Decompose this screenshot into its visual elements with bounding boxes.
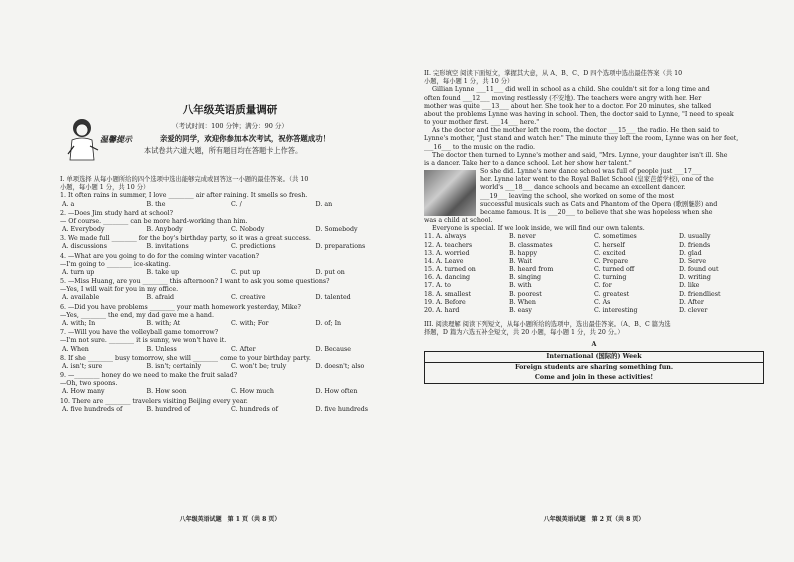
passage-line: Gillian Lynne ___11___ did well in school as a child. She couldn't sit for a long time and bbox=[432, 86, 710, 94]
answer-option: 17. A. to bbox=[424, 282, 451, 290]
answer-option: B. classmates bbox=[509, 241, 553, 249]
answer-row bbox=[424, 233, 764, 241]
question-reply: —I'm going to ________ ice-skating. bbox=[60, 260, 171, 268]
question-reply: —Oh, two spoons. bbox=[60, 380, 118, 388]
option-row bbox=[62, 346, 400, 354]
answer-option: 13. A. worried bbox=[424, 249, 470, 257]
answer-option: D. After bbox=[679, 298, 704, 306]
dancer-photo bbox=[424, 170, 476, 216]
answer-option: D. found out bbox=[679, 266, 719, 274]
question-stem: 3. We made full ________ for the boy's birthday party, so it was a great success. bbox=[60, 235, 311, 243]
option-row bbox=[62, 294, 400, 302]
passage-a-label: A bbox=[591, 340, 597, 348]
answer-row bbox=[424, 266, 764, 274]
section-3-heading-cont: 择题，D 篇为六选五补全短文，共 20 小题，每小题 1 分，共 20 分。） bbox=[424, 329, 624, 337]
option-row bbox=[62, 201, 400, 209]
option: D. put on bbox=[315, 268, 345, 276]
option: D. Because bbox=[315, 345, 351, 353]
option: C. put up bbox=[231, 268, 261, 276]
answer-row bbox=[424, 258, 764, 266]
option: A. How many bbox=[62, 388, 105, 396]
answer-option: D. writing bbox=[679, 274, 711, 282]
answer-row bbox=[424, 291, 764, 299]
section-heading-cont: 小题，每小题 1 分，共 10 分） bbox=[424, 78, 514, 86]
passage-closing: Everyone is special. If we look inside, we will find our own talents. bbox=[432, 225, 645, 233]
passage-line: was a child at school. bbox=[424, 217, 493, 225]
option: D. talented bbox=[315, 294, 351, 302]
option-row bbox=[62, 388, 400, 396]
answer-option: 12. A. teachers bbox=[424, 241, 473, 249]
passage-line: Lynne's mother, "Just stand and watch her." The minute they left the room, Lynne was on her feet, bbox=[424, 135, 739, 143]
option: D. preparations bbox=[315, 243, 366, 251]
answer-option: 18. A. smallest bbox=[424, 290, 472, 298]
cloze-passage bbox=[424, 86, 764, 168]
answer-option: C. greatest bbox=[594, 290, 630, 298]
notice-box bbox=[424, 351, 764, 385]
answer-row bbox=[424, 282, 764, 290]
exam-title: 八年级英语质量调研 bbox=[182, 104, 278, 116]
option: B. How soon bbox=[146, 388, 187, 396]
section-3-heading: III. 阅读理解 阅读下列短文，从每小题所给的选项中，选出最佳答案。（A、B、C 篇为选 bbox=[424, 321, 671, 329]
passage-line: successful musicals such as Cats and Phantom of the Opera (歌剧魅影) and bbox=[480, 200, 718, 208]
page-footer: 八年级英语试题 第 1 页（共 8 页） bbox=[179, 516, 281, 524]
answer-option: C. Prepare bbox=[594, 257, 629, 265]
option: D. How often bbox=[315, 388, 358, 396]
question-stem: 7. —Will you have the volleyball game tomorrow? bbox=[60, 329, 219, 337]
question-reply: —Yes, I will wait for you in my office. bbox=[60, 286, 179, 294]
answer-row bbox=[424, 242, 764, 250]
passage-line: The doctor then turned to Lynne's mother and said, "Mrs. Lynne, your daughter isn't ill. She bbox=[432, 151, 728, 159]
option: C. / bbox=[231, 200, 242, 208]
answer-option: B. with bbox=[509, 282, 532, 290]
answer-option: B. singing bbox=[509, 274, 542, 282]
option: C. won't be; truly bbox=[231, 362, 287, 370]
option: A. available bbox=[62, 294, 100, 302]
answer-option: D. like bbox=[679, 282, 700, 290]
option: A. When bbox=[62, 345, 89, 353]
option: C. How much bbox=[231, 388, 274, 396]
option: D. an bbox=[315, 200, 333, 208]
passage-line: to your mother first. ___14___ here." bbox=[424, 119, 540, 127]
answer-row bbox=[424, 299, 764, 307]
option: B. Anybody bbox=[146, 226, 183, 234]
notice-title: International (国际的) Week bbox=[425, 352, 763, 363]
option: A. isn't; sure bbox=[62, 362, 103, 370]
option: B. hundred of bbox=[146, 405, 191, 413]
answer-option: B. happy bbox=[509, 249, 538, 257]
option: D. Somebody bbox=[315, 226, 358, 234]
passage-line: is a dancer. Take her to a dance school. Let her show her talent." bbox=[424, 159, 632, 167]
passage-line: So she did. Lynne's new dance school was full of people just ___17___ bbox=[480, 168, 702, 176]
answer-option: B. When bbox=[509, 298, 536, 306]
question-stem: 1. It often rains in summer, I love ________ air after raining. It smells so fresh. bbox=[60, 192, 308, 200]
option: B. Unless bbox=[146, 345, 177, 353]
passage-line: became famous. It is ___20___ to believe that she was hopeless when she bbox=[480, 208, 713, 216]
exam-info: （考试时间：100 分钟；满分：90 分） bbox=[172, 121, 288, 130]
section-heading-cont: 小题，每小题 1 分，共 10 分） bbox=[60, 184, 150, 192]
answer-option: 19. A. Before bbox=[424, 298, 466, 306]
passage-line: about the problems Lynne was having in school. Then, the doctor said to Lynne, "I need to speak bbox=[424, 110, 734, 118]
option: C. After bbox=[231, 345, 256, 353]
question-stem: 6. —Did you have problems ________ your math homework yesterday, Mike? bbox=[60, 303, 301, 311]
answer-option: D. usually bbox=[679, 233, 711, 241]
section-1 bbox=[60, 176, 400, 414]
passage-with-photo bbox=[424, 168, 764, 217]
answer-option: C. interesting bbox=[594, 306, 638, 314]
question-stem: 2. —Does Jim study hard at school? bbox=[60, 209, 173, 217]
question-stem: 5. —Miss Huang, are you ________ this afternoon? I want to ask you some questions? bbox=[60, 278, 330, 286]
option-row bbox=[62, 226, 400, 234]
question-stem: 8. If she ________ busy tomorrow, she will ________ come to your birthday party. bbox=[60, 354, 311, 362]
question-reply: —I'm not sure. ________ it is sunny, we won't have it. bbox=[60, 337, 227, 345]
answer-option: D. friends bbox=[679, 241, 711, 249]
option: B. the bbox=[146, 200, 166, 208]
question-list bbox=[60, 192, 400, 413]
option: C. with; For bbox=[231, 320, 269, 327]
greeting-subtext: 本试卷共六道大题，所有题目均在答题卡上作答。 bbox=[144, 146, 303, 156]
option: D. five hundreds bbox=[315, 405, 369, 413]
option-row bbox=[62, 320, 400, 328]
answer-option: C. excited bbox=[594, 249, 626, 257]
answer-option: C. turning bbox=[594, 274, 627, 282]
answer-option: C. As bbox=[594, 298, 611, 306]
answer-row bbox=[424, 274, 764, 282]
option: C. predictions bbox=[231, 243, 276, 251]
question-stem: 10. There are ________ travelers visiting Beijing every year. bbox=[60, 397, 248, 405]
option: A. turn up bbox=[62, 268, 95, 276]
page-2 bbox=[424, 70, 764, 524]
answer-option: B. heard from bbox=[509, 266, 554, 274]
option-row bbox=[62, 406, 400, 414]
greeting bbox=[60, 132, 400, 172]
answer-option: C. herself bbox=[594, 241, 625, 249]
option-row bbox=[62, 363, 400, 371]
answer-option: D. Serve bbox=[679, 257, 707, 265]
option: B. take up bbox=[146, 268, 180, 276]
passage-line: her. Lynne later went to the Royal Ballet School (皇家芭蕾学校), one of the bbox=[480, 176, 714, 184]
answer-row bbox=[424, 307, 764, 315]
notice-line: Foreign students are sharing something fun. bbox=[514, 363, 674, 371]
answer-option: B. easy bbox=[509, 306, 532, 314]
student-cartoon-icon bbox=[64, 116, 104, 166]
question-reply: —Yes, ________ the end, my dad gave me a hand. bbox=[60, 311, 214, 319]
greeting-text: 亲爱的同学，欢迎你参加本次考试，祝你答题成功！ bbox=[160, 134, 330, 144]
passage-line: As the doctor and the mother left the room, the doctor ___15___ the radio. He then said to bbox=[432, 127, 720, 135]
passage-line: mother was quite ___13___ about her. She took her to a doctor. For 20 minutes, she talked bbox=[424, 102, 712, 110]
answer-option: D. glad bbox=[679, 249, 702, 257]
photo-paragraph bbox=[480, 168, 717, 217]
answer-option: B. never bbox=[509, 233, 536, 241]
answer-option: 11. A. always bbox=[424, 233, 467, 241]
option: A. Everybody bbox=[62, 226, 105, 234]
option: C. creative bbox=[231, 294, 266, 302]
answer-option: C. for bbox=[594, 282, 612, 290]
passage-line: world's ___18___ dance schools and became an excellent dancer. bbox=[480, 184, 686, 192]
option: A. a bbox=[62, 200, 75, 208]
answer-option: 20. A. hard bbox=[424, 306, 460, 314]
greeting-label: 温馨提示 bbox=[100, 134, 132, 145]
option: C. hundreds of bbox=[231, 405, 278, 413]
answer-option: B. Wait bbox=[509, 257, 532, 265]
passage-line: often found ___12___ moving restlessly (不安地). The teachers were angry with her. Her bbox=[424, 94, 702, 102]
answer-options bbox=[424, 233, 764, 315]
answer-option: C. sometimes bbox=[594, 233, 637, 241]
option: C. Nobody bbox=[231, 226, 265, 234]
page-footer: 八年级英语试题 第 2 页（共 8 页） bbox=[543, 516, 645, 524]
passage-line: ___16___ to the music on the radio. bbox=[424, 143, 535, 151]
page-1 bbox=[60, 70, 400, 524]
passage-line: ___19___ leaving the school, she worked on some of the most bbox=[480, 192, 675, 200]
question-stem: 9. —________ honey do we need to make the fruit salad? bbox=[60, 372, 238, 380]
answer-option: D. friendliest bbox=[679, 290, 721, 298]
answer-option: 16. A. dancing bbox=[424, 274, 471, 282]
section-heading: I. 单项选择 从每小题所给的四个选项中选出能够完成或回答这一小题的最佳答案。（共 10 bbox=[60, 176, 309, 184]
section-heading: II. 完形填空 阅读下面短文，掌握其大意，从 A、B、C、D 四个选项中选出最佳答案（共 10 bbox=[424, 70, 683, 77]
notice-line: Come and join in these activities! bbox=[534, 374, 654, 382]
option: B. invitations bbox=[146, 243, 189, 251]
option: B. afraid bbox=[146, 294, 175, 302]
option: A. five hundreds of bbox=[62, 405, 123, 413]
option: D. of; In bbox=[315, 320, 342, 327]
question-reply: — Of course. ________ can be more hard-working than him. bbox=[60, 217, 248, 225]
answer-option: B. poorest bbox=[509, 290, 542, 298]
option: A. with; In bbox=[62, 320, 96, 327]
answer-option: 15. A. turned on bbox=[424, 266, 476, 274]
question-stem: 4. —What are you going to do for the coming winter vacation? bbox=[60, 252, 260, 260]
answer-option: C. turned off bbox=[594, 266, 635, 274]
option: A. discussions bbox=[62, 243, 107, 251]
option: B. isn't; certainly bbox=[146, 362, 202, 370]
answer-option: 14. A. Leave bbox=[424, 257, 464, 265]
option: B. with; At bbox=[146, 320, 181, 327]
option-row bbox=[62, 243, 400, 251]
answer-row bbox=[424, 250, 764, 258]
answer-option: D. clever bbox=[679, 306, 708, 314]
option-row bbox=[62, 269, 400, 277]
option: D. doesn't; also bbox=[315, 362, 365, 370]
